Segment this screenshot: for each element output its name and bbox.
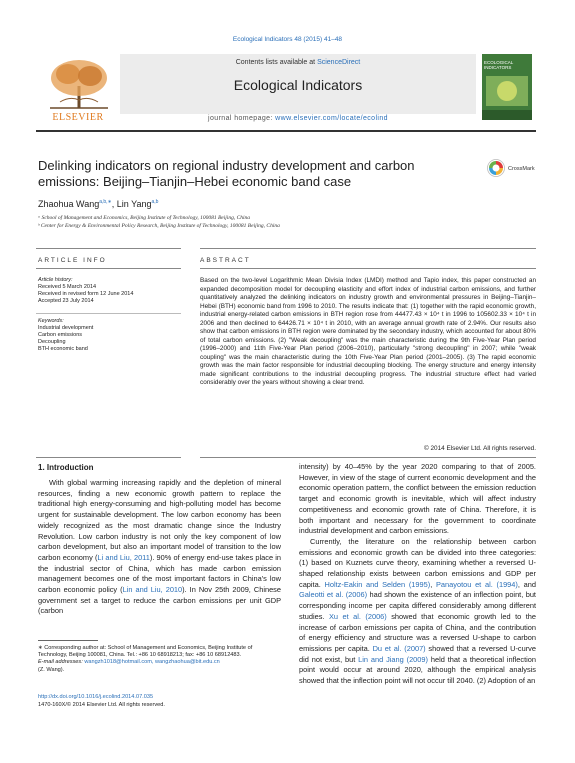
journal-homepage-line (120, 115, 476, 122)
article-info-top-rule (36, 248, 181, 249)
corresponding-author-note: ∗ Corresponding author at: School of Management and Economics, Beijing Institute of Technology, Beijing 100081, China. Tel.: +86 10 68918213; fax: +86 10 68912483. (38, 645, 253, 659)
intro-text: Currently, the literature on the relationship between carbon emissions and economic growth can be divided into three categories: (1) based on Kuznets curve theory, examining whether a reversed U-shaped relationship exists between carbon emissions and GDP per capita. (299, 536, 536, 589)
citation-link[interactable]: Holtz-Eakin and Selden (1995) (324, 579, 431, 589)
publisher-name: ELSEVIER (52, 112, 104, 123)
homepage-link[interactable]: www.elsevier.com/locate/ecolind (275, 115, 388, 122)
homepage-prefix: journal homepage: (208, 115, 276, 122)
issn-line: 1470-160X/© 2014 Elsevier Ltd. All rights reserved. (38, 702, 165, 708)
abstract-label: ABSTRACT (200, 257, 251, 264)
keyword: BTH economic band (38, 346, 88, 352)
keywords-divider (36, 313, 181, 314)
intro-paragraph (299, 537, 536, 687)
intro-text: ). 90% of energy end-use takes place in the industrial sector of China, which has made carbon emission management becomes one of the most important factors in China's low carbon economic policy ( (38, 552, 281, 595)
elsevier-tree-logo (40, 56, 118, 120)
author-affiliation-marker[interactable]: a,b,∗ (99, 199, 112, 205)
crossmark-label[interactable]: CrossMark (508, 166, 535, 172)
abstract-copyright: © 2014 Elsevier Ltd. All rights reserved. (424, 445, 536, 452)
intro-text: ). In Nov 25th 2009, Chinese government set a target to reduce the carbon emissions per unit GDP (carbon (38, 585, 281, 616)
contents-prefix: Contents lists available at (235, 59, 318, 66)
author-list (38, 199, 158, 209)
keywords-block (38, 318, 178, 353)
cover-title: ECOLOGICAL INDICATORS (484, 60, 514, 70)
affiliation-b: ᵇ Center for Energy & Environmental Policy Research, Beijing Institute of Technology, 100081 Beijing, China (38, 223, 280, 229)
article-info-label: ARTICLE INFO (38, 257, 107, 264)
citation-link[interactable]: Lin and Jiang (2009) (358, 654, 428, 664)
journal-name: Ecological Indicators (233, 77, 363, 93)
journal-reference[interactable]: Ecological Indicators 48 (2015) 41–48 (232, 36, 343, 43)
keyword: Decoupling (38, 339, 66, 345)
citation-link[interactable]: Lin and Liu, 2010 (122, 585, 183, 595)
intro-left-column (38, 478, 281, 617)
article-history (38, 277, 178, 305)
abstract-text: Based on the two-level Logarithmic Mean Divisia Index (LMDI) method and Tapio index, this paper constructed an expanded decomposition model for decoupling elasticity and effort index of industrial carbon emissions, and further quantitatively analyzed the delinking indicators on industry growth and environmental pressures in Beijing–Tianjin–Hebei (BTH) economic band from 1996 to 2010. The results indicate that: (1) together with the rapid economic growth, industrial energy-related carbon emissions in BTH region rose from 44477.43 × 10⁴ t in 1996 to 105602.33 × 10⁴ t in 2006 and then declined to 64426.71 × 10⁴ t in 2010, with an average annual growth rate of 2.94%. Our results also show that carbon emissions in BTH region were dominated by the secondary industry, which accounted for about 80% of total carbon emissions. (2) "Weak decoupling" was the main characteristic during the 9th Five-Year Plan period (1996–2000) and 11th Five-Year Plan period (2006–2010), particularly "strong decoupling" in 2007; while "weak coupling" was the main characteristic during the 10th Five-Year Plan period (2001–2005). (3) The rapid economic growth was the main factor responsible for industrial decoupling blocking. The energy structure and energy intensity made significant contributions to the industrial decoupling progress. The industrial structure effect had varied considerably over the years without showing a clear trend. (200, 277, 536, 386)
citation-link[interactable]: Du et al. (2007) (372, 643, 426, 653)
header-divider (36, 130, 536, 132)
keyword: Industrial development (38, 325, 94, 331)
intro-text: , and (517, 579, 536, 589)
footnote (38, 645, 281, 674)
abstract-top-rule (200, 248, 536, 249)
email-line (38, 659, 281, 673)
article-info-under-rule (36, 268, 181, 269)
intro-text: , (430, 579, 436, 589)
doi-link[interactable]: http://dx.doi.org/10.1016/j.ecolind.2014.07.035 (38, 694, 154, 700)
doi-block (38, 693, 165, 709)
article-title: Delinking indicators on regional industry development and carbon emissions: Beijing–Tianjin–Hebei economic band case (38, 158, 415, 189)
affiliation-a: ᵃ School of Management and Economics, Beijing Institute of Technology, 100081 Beijing, China (38, 215, 251, 221)
citation-link[interactable]: Xu et al. (2006) (328, 611, 387, 621)
citation-link[interactable]: Li and Liu, 2011 (97, 552, 150, 562)
abstract-bottom-rule (200, 457, 536, 458)
intro-text: had shown the existence of an inflection point, but corresponding income per capita differed considerably among different studies. (299, 590, 536, 621)
intro-paragraph: intensity) by 40–45% by the year 2020 comparing to that of 2005. However, in view of the stage of current economic development and the economic operation pattern, the conflict between the emission reduction target and economic growth is inevitable, which will affect industry competitiveness and economic growth rate of China. Therefore, it is both important and necessary for the government to coordinate industrial development and carbon emissions. (299, 462, 536, 536)
keywords-header: Keywords: (38, 318, 64, 324)
email-links[interactable]: wangzh1018@hotmail.com, wangzhaohua@bit.edu.cn (84, 659, 220, 666)
contents-available-line (120, 59, 476, 66)
sciencedirect-link[interactable]: ScienceDirect (317, 59, 361, 66)
author-separator: , (111, 199, 117, 209)
keyword: Carbon emissions (38, 332, 83, 338)
intro-text: With global warming increasing rapidly and the depletion of mineral resources, finding a new economic growth pattern to replace the traditional high energy-consuming and high-polluting model has become urgent for sustainable development. The low carbon economy has been widely recognized as the most dramatic change since the Industry Revolution. Low carbon industry is not only the key component of low carbon development, but also an important model of transition to the low carbon economy ( (38, 478, 281, 562)
author-affiliation-marker[interactable]: a,b (151, 199, 159, 205)
email-suffix: (Z. Wang). (38, 666, 65, 673)
citation-link[interactable]: Galeotti et al. (2006) (299, 590, 368, 600)
footnote-rule (38, 640, 98, 641)
crossmark-icon[interactable] (487, 159, 505, 177)
intro-paragraph (38, 478, 281, 617)
section-heading-introduction: 1. Introduction (38, 463, 94, 472)
history-accepted: Accepted 23 July 2014 (38, 298, 94, 304)
intro-right-column (299, 462, 536, 687)
article-info-bottom-rule (36, 457, 181, 458)
intro-text: showed that a reversed U-curve did not exist, but (299, 643, 536, 664)
author-name[interactable]: Zhaohua Wang (38, 199, 100, 209)
history-received: Received 5 March 2014 (38, 284, 97, 290)
citation-link[interactable]: Panayotou et al. (1994) (436, 579, 518, 589)
author-name[interactable]: Lin Yang (116, 199, 152, 209)
intro-text: showed that economic growth led to the increase of carbon emissions per capita of China, and the contribution of energy efficiency and structure was a reversed U-shape to carbon emissions per capita. (299, 611, 536, 653)
intro-text: held that a theoretical inflection point would occur at around 2020, although the empirical analysis showed that the inflection point will not occur till 2040. (2) Adoption of an (299, 654, 537, 686)
history-header: Article history: (38, 277, 73, 283)
abstract-under-rule (200, 268, 536, 269)
history-revised: Received in revised form 12 June 2014 (38, 291, 134, 297)
email-prefix: E-mail addresses: (38, 659, 85, 666)
